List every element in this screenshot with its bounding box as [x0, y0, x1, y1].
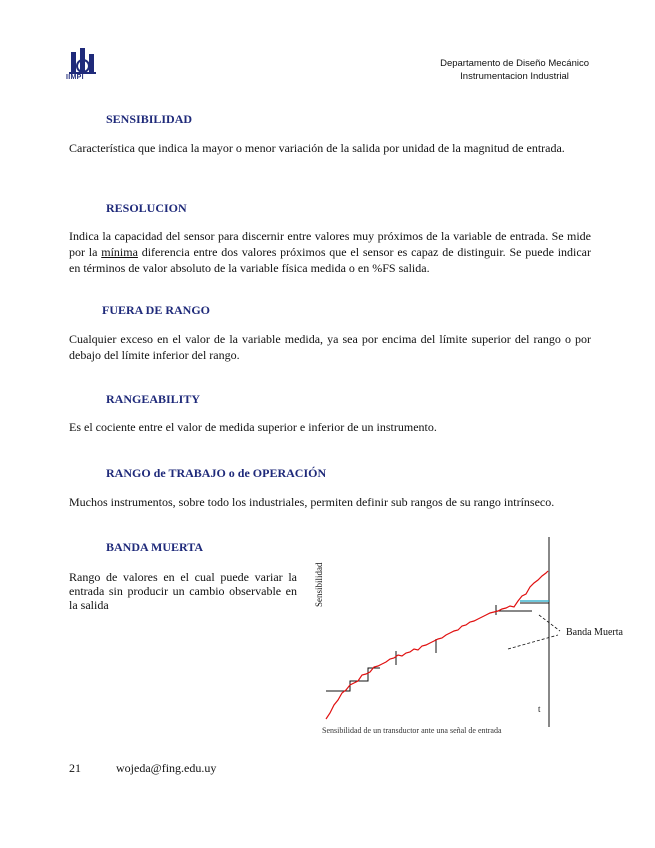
resolucion-text-part-1: Indica la capacidad del sensor para discernir entre valores muy próximos de la variable de entrada. Se mide por la: [69, 229, 591, 259]
dead-band-figure: [308, 535, 638, 735]
figure-caption: Sensibilidad de un transductor ante una señal de entrada: [322, 726, 502, 735]
section-title-rango-de-trabajo: RANGO de TRABAJO o de OPERACIÓN: [106, 466, 327, 480]
section-title-sensibilidad: SENSIBILIDAD: [106, 112, 193, 126]
course-name: Instrumentacion Industrial: [460, 71, 569, 82]
section-title-rangeability: RANGEABILITY: [106, 392, 201, 406]
resolucion-emphasis: mínima: [101, 245, 138, 259]
figure-ylabel: Sensibilidad: [314, 562, 324, 607]
section-text-sensibilidad: Característica que indica la mayor o menor variación de la salida por unidad de la magnitud de entrada.: [69, 141, 565, 155]
section-title-resolucion: RESOLUCION: [106, 201, 187, 215]
section-text-resolucion: [69, 228, 591, 276]
department-name: Departamento de Diseño Mecánico: [440, 58, 589, 69]
figure-axis-mark: t: [538, 704, 541, 714]
section-title-fuera-de-rango: FUERA DE RANGO: [102, 303, 211, 317]
response-curve: [326, 571, 548, 719]
section-text-banda-muerta: Rango de valores en el cual puede variar la entrada sin producir un cambio observable en la salida: [69, 570, 297, 612]
page-header: [440, 57, 589, 83]
annotation-leader-lower: [508, 635, 558, 649]
section-text-rango-de-trabajo: Muchos instrumentos, sobre todo los industriales, permiten definir sub rangos de su rango intrínseco.: [69, 495, 555, 509]
section-text-fuera-de-rango: Cualquier exceso en el valor de la variable medida, ya sea por encima del límite superior del rango o por debajo del límite inferior del rango.: [69, 332, 591, 362]
page-number: 21: [69, 761, 81, 775]
figure-annotation: Banda Muerta: [566, 627, 623, 638]
section-text-rangeability: Es el cociente entre el valor de medida superior e inferior de un instrumento.: [69, 420, 437, 434]
logo-text: IIMPI: [66, 74, 84, 81]
section-title-banda-muerta: BANDA MUERTA: [106, 540, 204, 554]
resolucion-text-part-2: diferencia entre dos valores próximos que el sensor es capaz de distinguir. Se puede indicar en términos de valor absoluto de la variable física medida o en %FS salida.: [69, 245, 592, 275]
author-email: wojeda@fing.edu.uy: [116, 761, 217, 775]
